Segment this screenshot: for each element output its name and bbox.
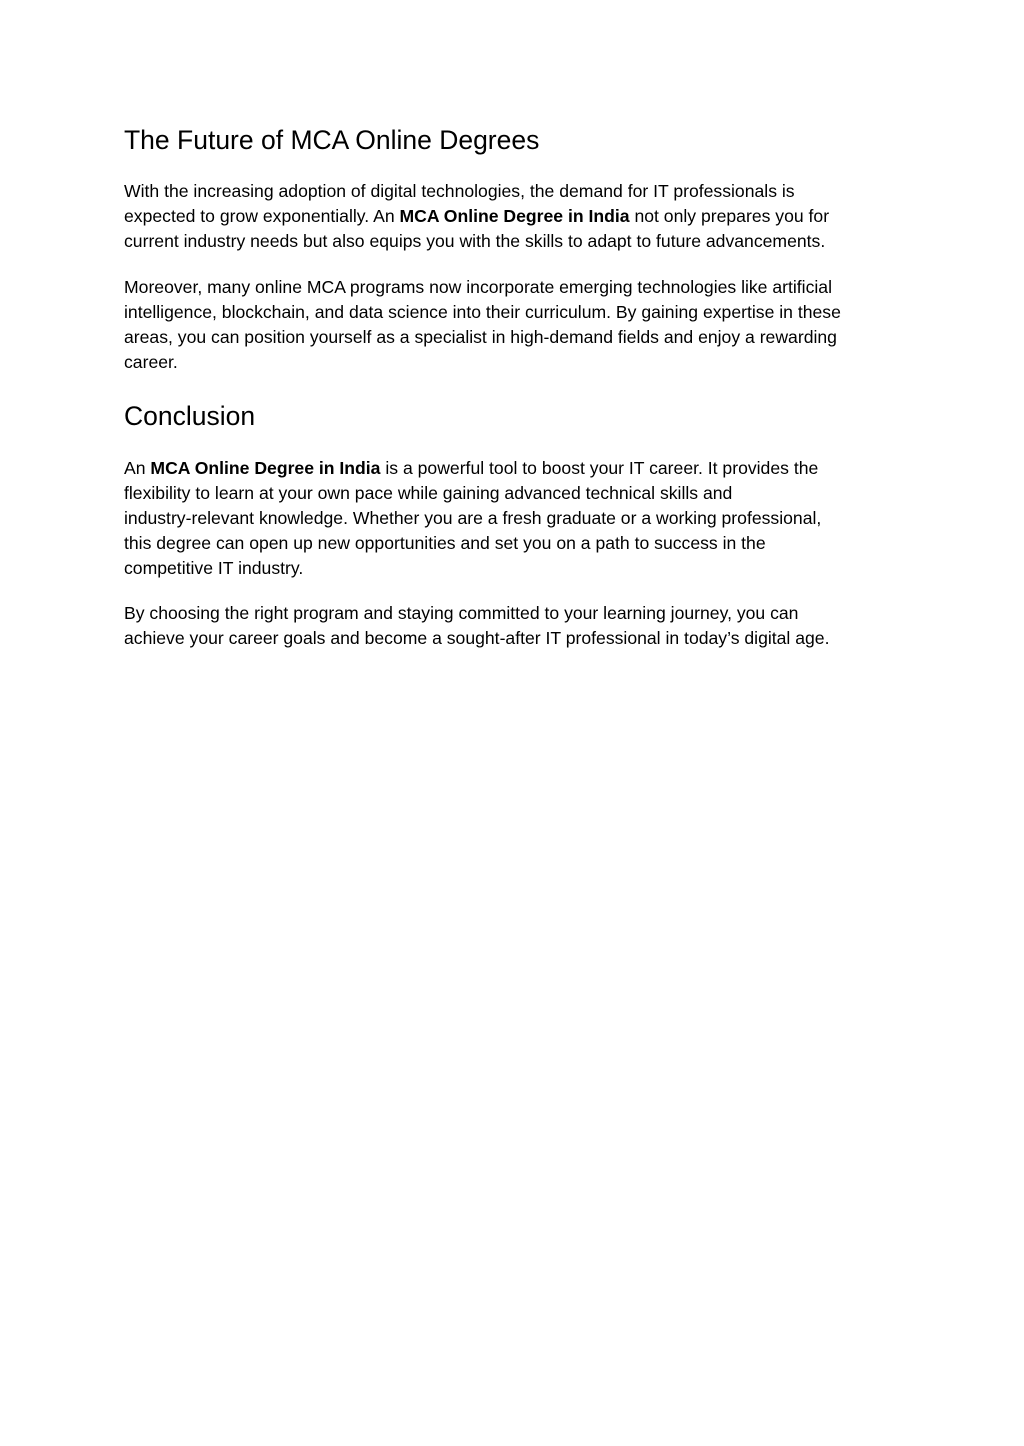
text-line: With the increasing adoption of digital technologies, the demand for IT professionals is xyxy=(124,181,795,201)
paragraph-closing xyxy=(124,601,914,651)
paragraph-emerging-tech xyxy=(124,275,914,375)
paragraph-conclusion-summary xyxy=(124,456,914,581)
text-line xyxy=(124,456,914,481)
text-line: achieve your career goals and become a sought-after IT professional in today’s digital age. xyxy=(124,628,830,648)
text-run: is a powerful tool to boost your IT career. It provides the xyxy=(380,458,819,478)
text-line: current industry needs but also equips you with the skills to adapt to future advancements. xyxy=(124,231,826,251)
text-line: this degree can open up new opportunities and set you on a path to success in the xyxy=(124,533,766,553)
section-heading-future: The Future of MCA Online Degrees xyxy=(124,125,540,155)
bold-keyword: MCA Online Degree in India xyxy=(150,458,381,478)
text-line: flexibility to learn at your own pace while gaining advanced technical skills and xyxy=(124,483,733,503)
text-run: An xyxy=(124,458,151,478)
text-line: industry-relevant knowledge. Whether you are a fresh graduate or a working professional, xyxy=(124,508,822,528)
section-heading-conclusion: Conclusion xyxy=(124,401,256,431)
text-run: not only prepares you for xyxy=(629,206,830,226)
text-line: areas, you can position yourself as a specialist in high-demand fields and enjoy a rewarding xyxy=(124,327,837,347)
text-run: expected to grow exponentially. An xyxy=(124,206,400,226)
text-line: By choosing the right program and staying committed to your learning journey, you can xyxy=(124,603,799,623)
text-line xyxy=(124,204,914,229)
paragraph-future-demand xyxy=(124,179,914,254)
text-line: competitive IT industry. xyxy=(124,558,304,578)
text-line: career. xyxy=(124,352,178,372)
text-line: Moreover, many online MCA programs now incorporate emerging technologies like artificial xyxy=(124,277,832,297)
text-line: intelligence, blockchain, and data science into their curriculum. By gaining expertise in these xyxy=(124,302,841,322)
bold-keyword: MCA Online Degree in India xyxy=(399,206,630,226)
